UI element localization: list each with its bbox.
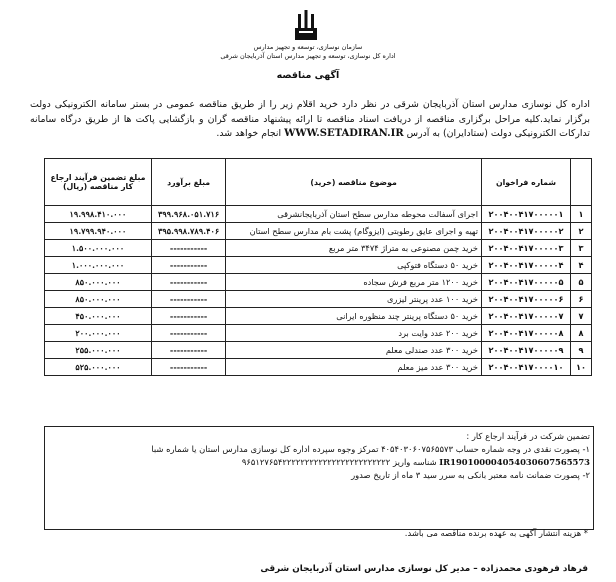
call-number: ۲۰۰۴۰۰۴۱۷۰۰۰۰۰۵ [482, 274, 571, 291]
guarantee-amount: ۱۹.۷۹۹.۹۴۰.۰۰۰ [45, 223, 152, 240]
call-number: ۲۰۰۴۰۰۴۱۷۰۰۰۰۰۱ [482, 206, 571, 223]
iban-number: IR190100004054030607565573 [439, 457, 590, 467]
subject: خرید ۱۰۰ عدد پرینتر لیزری [226, 291, 482, 308]
estimate: ----------- [152, 291, 226, 308]
subject: خرید ۳۰۰ عدد میز معلم [226, 359, 482, 376]
estimate: ----------- [152, 308, 226, 325]
row-number: ۲ [571, 223, 592, 240]
subject: خرید ۱۲۰۰ متر مربع فرش سجاده [226, 274, 482, 291]
org-line-2: اداره کل نوسازی، توسعه و تجهیز مدارس استان آذربایجان شرقی [220, 52, 396, 60]
estimate: ----------- [152, 274, 226, 291]
tender-table [44, 158, 592, 376]
call-number: ۲۰۰۴۰۰۴۱۷۰۰۰۰۰۴ [482, 257, 571, 274]
row-number: ۱۰ [571, 359, 592, 376]
row-number: ۳ [571, 240, 592, 257]
header-row-number [571, 159, 592, 206]
guarantee-line-1: ۱- پصورت نقدی در وجه شماره حساب ۴۰۵۴۰۳۰۶۰۷۵۶۵۵۷۳ تمرکز وجوه سپرده اداره کل نوسازی مدارس استان یا شماره شبا [151, 444, 590, 454]
intro-paragraph [30, 98, 590, 142]
table-header-row [45, 159, 592, 206]
cost-note: * هزینه انتشار آگهی به عهده برنده مناقصه می باشد. [404, 528, 588, 538]
estimate: ----------- [152, 257, 226, 274]
org-line-1: سازمان نوسازی، توسعه و تجهیز مدارس [253, 43, 363, 51]
signature-line: فرهاد فرهودی محمدزاده – مدیر کل نوسازی مدارس استان آذربایجان شرقی [260, 564, 588, 574]
header-guarantee: مبلغ تضمین فرآیند ارجاع کار مناقصه (ریال) [45, 159, 152, 206]
setadiran-link[interactable]: WWW.SETADIRAN.IR [284, 128, 404, 139]
row-number: ۴ [571, 257, 592, 274]
guarantee-line-2 [48, 456, 590, 469]
header-subject: موضوع مناقصه (خرید) [226, 159, 482, 206]
subject: خرید ۵۰ دستگاه فتوکپی [226, 257, 482, 274]
table-row [45, 342, 592, 359]
row-number: ۹ [571, 342, 592, 359]
call-number: ۲۰۰۴۰۰۴۱۷۰۰۰۰۰۳ [482, 240, 571, 257]
subject: خرید ۵۰ دستگاه پرینتر چند منظوره ایرانی [226, 308, 482, 325]
guarantee-heading: تضمین شرکت در فرآیند ارجاع کار : [466, 431, 590, 441]
subject: اجرای آسفالت محوطه مدارس سطح استان آذربایجانشرقی [226, 206, 482, 223]
intro-tail: انجام خواهد شد. [216, 128, 282, 139]
estimate: ----------- [152, 342, 226, 359]
guarantee-amount: ۲۰۰.۰۰۰.۰۰۰ [45, 325, 152, 342]
call-number: ۲۰۰۴۰۰۴۱۷۰۰۰۰۱۰ [482, 359, 571, 376]
header-estimate: مبلغ برآورد [152, 159, 226, 206]
estimate: ----------- [152, 240, 226, 257]
table-row [45, 223, 592, 240]
row-number: ۷ [571, 308, 592, 325]
table-row [45, 291, 592, 308]
row-number: ۵ [571, 274, 592, 291]
table-row [45, 359, 592, 376]
estimate: ۳۹۵.۹۹۸.۷۸۹.۴۰۶ [152, 223, 226, 240]
header-call-number: شماره فراخوان [482, 159, 571, 206]
table-row [45, 257, 592, 274]
call-number: ۲۰۰۴۰۰۴۱۷۰۰۰۰۰۸ [482, 325, 571, 342]
call-number: ۲۰۰۴۰۰۴۱۷۰۰۰۰۰۲ [482, 223, 571, 240]
estimate: ----------- [152, 325, 226, 342]
notice-title: آگهی مناقصه [276, 70, 340, 81]
deposit-id: شناسه واریز ۹۶۵۱۲۷۶۵۴۲۲۲۲۲۲۲۲۲۲۲۲۲۲۲۲۲۲۲۲۲۲۲۲ [241, 457, 437, 467]
subject: خرید ۳۰۰ عدد صندلی معلم [226, 342, 482, 359]
table-row [45, 240, 592, 257]
estimate: ----------- [152, 359, 226, 376]
table-row [45, 274, 592, 291]
call-number: ۲۰۰۴۰۰۴۱۷۰۰۰۰۰۷ [482, 308, 571, 325]
guarantee-amount: ۱.۵۰۰.۰۰۰.۰۰۰ [45, 240, 152, 257]
guarantee-amount: ۱.۰۰۰.۰۰۰.۰۰۰ [45, 257, 152, 274]
organization-logo-icon [292, 8, 320, 42]
guarantee-amount: ۱۹.۹۹۸.۴۱۰.۰۰۰ [45, 206, 152, 223]
guarantee-amount: ۵۲۵.۰۰۰.۰۰۰ [45, 359, 152, 376]
table-row [45, 308, 592, 325]
guarantee-amount: ۸۵۰.۰۰۰.۰۰۰ [45, 274, 152, 291]
subject: خرید چمن مصنوعی به متراژ ۳۴۷۴ متر مربع [226, 240, 482, 257]
guarantee-amount: ۲۵۵.۰۰۰.۰۰۰ [45, 342, 152, 359]
guarantee-line-3: ۲- پصورت ضمانت نامه معتبر بانکی به سرر سید ۳ ماه از تاریخ صدور [351, 470, 590, 480]
guarantee-box [44, 426, 594, 530]
subject: تهیه و اجرای عایق رطوبتی (ایزوگام) پشت بام مدارس سطح استان [226, 223, 482, 240]
table-row [45, 325, 592, 342]
call-number: ۲۰۰۴۰۰۴۱۷۰۰۰۰۰۶ [482, 291, 571, 308]
estimate: ۳۹۹.۹۶۸.۰۵۱.۷۱۶ [152, 206, 226, 223]
row-number: ۸ [571, 325, 592, 342]
intro-text: اداره کل نوسازی مدارس استان آذربایجان شرقی در نظر دارد خرید اقلام زیر را از طریق مناقصه عمومی در بستر سامانه الکترونیکی دولت برگزار نماید.کلیه مراحل برگزاری مناقصه از دریافت اسناد مناقصه تا ارائه پیشنهاد مناقصه گران و بازگشایی پاکت ها از طریق درگاه سامانه تدارکات الکترونیکی دولت (ستادایران) به آدرس [30, 99, 590, 139]
guarantee-amount: ۴۵۰.۰۰۰.۰۰۰ [45, 308, 152, 325]
row-number: ۶ [571, 291, 592, 308]
subject: خرید ۲۰۰ عدد وایت برد [226, 325, 482, 342]
table-row [45, 206, 592, 223]
guarantee-amount: ۸۵۰.۰۰۰.۰۰۰ [45, 291, 152, 308]
row-number: ۱ [571, 206, 592, 223]
call-number: ۲۰۰۴۰۰۴۱۷۰۰۰۰۰۹ [482, 342, 571, 359]
